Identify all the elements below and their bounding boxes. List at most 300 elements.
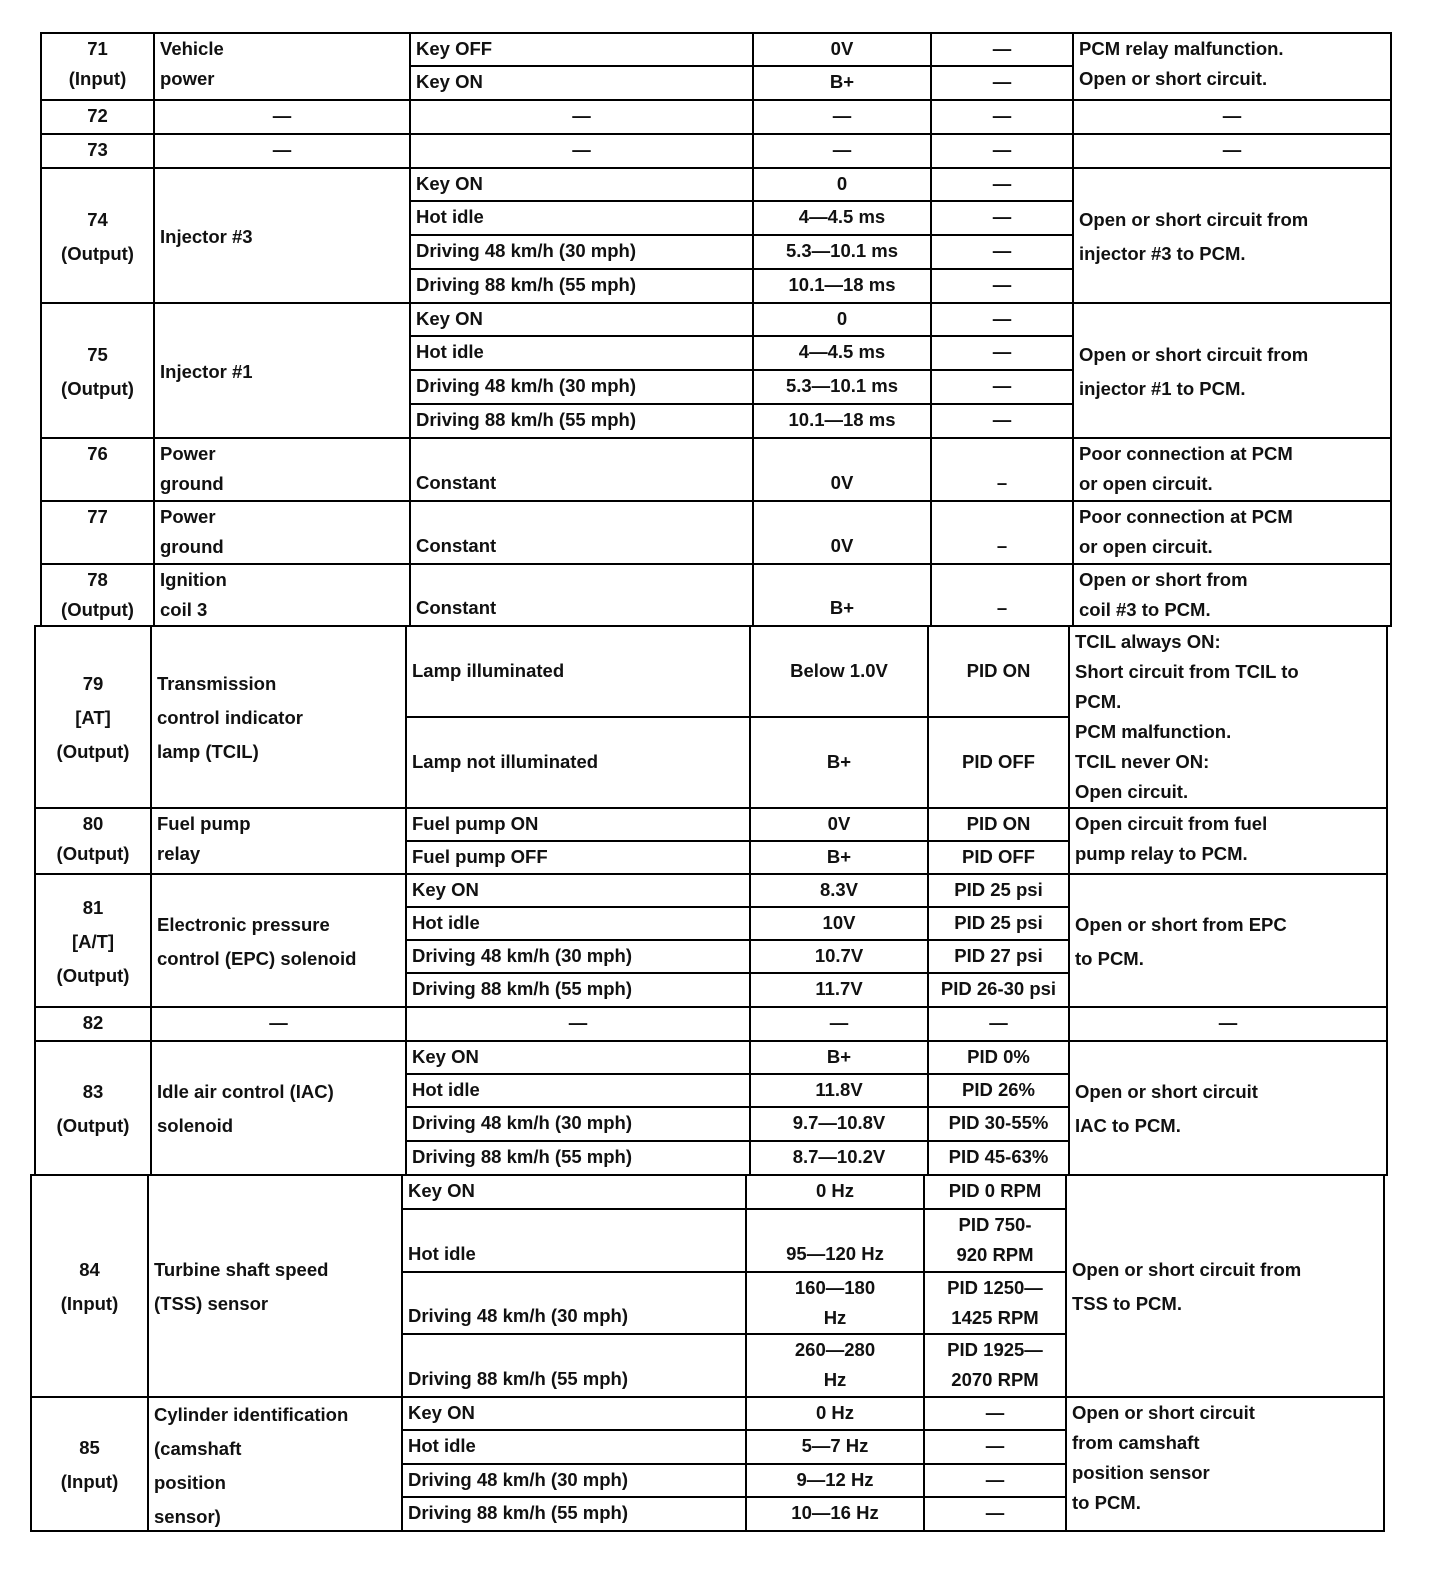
pin-cell-line: (Output) [61, 378, 134, 399]
pin-cell-line: [AT] [75, 707, 111, 728]
voltage-cell-line: 0 [836, 173, 848, 194]
pid-cell [927, 1073, 1070, 1108]
pid-cell-line: 2070 RPM [951, 1369, 1039, 1390]
pid-cell-line: — [992, 71, 1012, 92]
voltage-cell [749, 716, 929, 809]
condition-cell [401, 1208, 747, 1273]
cause-cell-line: Open or short from EPC [1075, 914, 1287, 935]
condition-cell [409, 65, 754, 101]
pin-cell-line: (Input) [60, 1471, 119, 1492]
condition-cell-line: Driving 48 km/h (30 mph) [408, 1469, 628, 1490]
condition-cell-line: — [568, 1012, 588, 1033]
pid-cell-line: — [992, 139, 1012, 160]
cause-cell-line: — [1222, 105, 1242, 126]
pin-cell-line: 74 [87, 209, 108, 230]
pid-cell-line: PID 750- [958, 1214, 1032, 1235]
condition-cell-line: Driving 88 km/h (55 mph) [412, 978, 632, 999]
voltage-cell [749, 1140, 929, 1176]
condition-cell [409, 167, 754, 202]
signal-cell-line: coil 3 [160, 599, 208, 620]
cause-cell [1068, 1040, 1388, 1176]
signal-cell-line: Cylinder identification [154, 1404, 349, 1425]
pid-cell [927, 807, 1070, 842]
cause-cell-line: to PCM. [1072, 1492, 1141, 1513]
signal-cell [153, 133, 411, 169]
pid-cell-line: — [992, 375, 1012, 396]
voltage-cell-line: 5.3—10.1 ms [785, 375, 899, 396]
signal-cell-line: Turbine shaft speed [154, 1259, 329, 1280]
pin-cell [40, 167, 155, 304]
condition-cell [405, 972, 751, 1008]
cause-cell-line: PCM relay malfunction. [1079, 38, 1284, 59]
pin-cell-line: 79 [82, 673, 104, 694]
pin-cell-line: (Input) [60, 1293, 119, 1314]
voltage-cell-line: — [832, 139, 852, 160]
signal-cell-line: — [272, 105, 292, 126]
pid-cell [927, 840, 1070, 875]
voltage-cell [749, 939, 929, 974]
voltage-cell-line: B+ [826, 846, 852, 867]
cause-cell [1072, 302, 1392, 439]
pid-cell-line: PID 25 psi [954, 912, 1043, 933]
cause-cell-line: Open or short circuit from [1072, 1259, 1302, 1280]
condition-cell-line: Key ON [412, 879, 479, 900]
voltage-cell [752, 167, 932, 202]
condition-cell-line: Driving 48 km/h (30 mph) [416, 375, 636, 396]
pid-cell-line: – [996, 472, 1008, 493]
voltage-cell-line: 0V [827, 813, 851, 834]
pin-cell-line: 76 [87, 443, 108, 464]
pid-cell [930, 335, 1074, 371]
condition-cell-line: Hot idle [416, 206, 484, 227]
pid-cell [923, 1271, 1067, 1335]
condition-cell [409, 133, 754, 169]
cause-cell-line: injector #3 to PCM. [1079, 243, 1246, 264]
condition-cell-line: Driving 88 km/h (55 mph) [408, 1368, 628, 1389]
pid-cell-line: PID ON [966, 813, 1031, 834]
condition-cell-line: Hot idle [408, 1435, 476, 1456]
cause-cell-line: Open or short from [1079, 569, 1248, 590]
pin-cell [34, 625, 152, 809]
pid-cell [930, 302, 1074, 337]
voltage-cell-line: 5.3—10.1 ms [785, 240, 899, 261]
voltage-cell [749, 840, 929, 875]
condition-cell [409, 369, 754, 405]
signal-cell-line: Electronic pressure [157, 914, 330, 935]
voltage-cell-line: 10.1—18 ms [788, 409, 896, 430]
cause-cell-line: position sensor [1072, 1462, 1210, 1483]
condition-cell-line: Constant [416, 535, 497, 556]
voltage-cell-line: — [829, 1012, 849, 1033]
condition-cell [409, 200, 754, 236]
signal-cell-line: power [160, 68, 215, 89]
condition-cell-line: Lamp illuminated [412, 660, 565, 681]
pin-cell-line: 82 [82, 1012, 104, 1033]
voltage-cell-line: 4—4.5 ms [798, 341, 886, 362]
cause-cell [1072, 99, 1392, 135]
condition-cell [409, 563, 754, 627]
pid-cell [923, 1429, 1067, 1465]
voltage-cell-line: B+ [829, 71, 855, 92]
pid-cell [930, 369, 1074, 405]
pid-cell [930, 99, 1074, 135]
cause-cell-line: Short circuit from TCIL to [1075, 661, 1299, 682]
signal-cell [150, 625, 407, 809]
voltage-cell [752, 65, 932, 101]
pid-cell [927, 625, 1070, 718]
cause-cell [1068, 1006, 1388, 1042]
voltage-cell-line: 10—16 Hz [791, 1502, 879, 1523]
signal-cell [150, 807, 407, 875]
voltage-cell [749, 1106, 929, 1142]
pid-cell-line: — [992, 240, 1012, 261]
condition-cell [401, 1496, 747, 1532]
cause-cell [1072, 133, 1392, 169]
pid-cell [930, 167, 1074, 202]
voltage-cell [745, 1496, 925, 1532]
condition-cell-line: Key ON [416, 71, 483, 92]
signal-cell-line: position [154, 1472, 226, 1493]
voltage-cell-line: 95—120 Hz [786, 1243, 884, 1264]
signal-cell-line: Power [160, 506, 216, 527]
pin-cell-line: 72 [87, 105, 108, 126]
condition-cell-line: Key OFF [416, 38, 493, 59]
signal-cell-line: lamp (TCIL) [157, 741, 259, 762]
voltage-cell [745, 1429, 925, 1465]
pid-cell-line: — [985, 1502, 1005, 1523]
voltage-cell [752, 99, 932, 135]
condition-cell [409, 234, 754, 270]
voltage-cell-line: 10.7V [814, 945, 864, 966]
signal-cell-line: sensor) [154, 1506, 221, 1527]
voltage-cell [752, 369, 932, 405]
pid-cell [923, 1463, 1067, 1498]
condition-cell [409, 268, 754, 304]
pid-cell [927, 873, 1070, 908]
condition-cell-line: Constant [416, 597, 497, 618]
pin-cell [34, 873, 152, 1008]
voltage-cell-line: Hz [823, 1307, 847, 1328]
condition-cell [405, 840, 751, 875]
condition-cell [405, 873, 751, 908]
pid-cell [923, 1333, 1067, 1398]
voltage-cell [745, 1333, 925, 1398]
pid-cell [930, 32, 1074, 67]
pin-cell-line: 75 [87, 344, 108, 365]
voltage-cell [752, 200, 932, 236]
pid-cell-line: — [992, 206, 1012, 227]
condition-cell-line: Key ON [408, 1180, 475, 1201]
voltage-cell-line: 4—4.5 ms [798, 206, 886, 227]
condition-cell [405, 1140, 751, 1176]
voltage-cell [749, 625, 929, 718]
pid-cell [930, 268, 1074, 304]
voltage-cell-line: 10V [822, 912, 856, 933]
signal-cell [147, 1396, 403, 1532]
pin-cell-line: 83 [82, 1081, 104, 1102]
condition-cell-line: Key ON [412, 1046, 479, 1067]
condition-cell [409, 500, 754, 565]
voltage-cell-line: 10.1—18 ms [788, 274, 896, 295]
cause-cell-line: to PCM. [1075, 948, 1144, 969]
pin-cell [40, 563, 155, 627]
signal-cell-line: Ignition [160, 569, 227, 590]
pid-cell-line: — [985, 1435, 1005, 1456]
pid-cell-line: PID 45-63% [948, 1146, 1049, 1167]
cause-cell-line: Open or short circuit. [1079, 68, 1268, 89]
pin-cell-line: (Output) [56, 965, 130, 986]
condition-cell [409, 32, 754, 67]
cause-cell [1068, 873, 1388, 1008]
pid-cell-line: PID 30-55% [948, 1112, 1049, 1133]
pid-cell [927, 1140, 1070, 1176]
condition-cell [405, 906, 751, 941]
cause-cell-line: pump relay to PCM. [1075, 843, 1248, 864]
cause-cell [1065, 1396, 1385, 1532]
condition-cell-line: Driving 88 km/h (55 mph) [408, 1502, 628, 1523]
signal-cell [153, 99, 411, 135]
signal-cell-line: relay [157, 843, 201, 864]
condition-cell-line: Driving 88 km/h (55 mph) [416, 409, 636, 430]
pin-cell-line: (Output) [61, 243, 134, 264]
pid-cell [930, 65, 1074, 101]
signal-cell [150, 873, 407, 1008]
condition-cell-line: Hot idle [416, 341, 484, 362]
voltage-cell [749, 1040, 929, 1075]
condition-cell-line: Driving 88 km/h (55 mph) [412, 1146, 632, 1167]
pid-cell [930, 133, 1074, 169]
pin-cell-line: 80 [82, 813, 104, 834]
pid-cell [923, 1496, 1067, 1532]
pid-cell [930, 234, 1074, 270]
condition-cell-line: Lamp not illuminated [412, 751, 599, 772]
voltage-cell [752, 302, 932, 337]
voltage-cell-line: 160—180 [794, 1277, 876, 1298]
condition-cell-line: — [572, 139, 591, 160]
condition-cell-line: Key ON [416, 308, 483, 329]
signal-cell-line: Transmission [157, 673, 277, 694]
condition-cell-line: Constant [416, 472, 497, 493]
signal-cell-line: Fuel pump [157, 813, 251, 834]
cause-cell [1072, 167, 1392, 304]
pid-cell-line: PID 0% [967, 1046, 1030, 1067]
pin-cell-line: (Output) [56, 741, 130, 762]
cause-cell [1068, 625, 1388, 809]
pid-cell-line: PID 27 psi [954, 945, 1043, 966]
voltage-cell-line: — [832, 105, 852, 126]
voltage-cell [749, 906, 929, 941]
voltage-cell [749, 1073, 929, 1108]
cause-cell-line: Open or short circuit [1075, 1081, 1258, 1102]
voltage-cell [745, 1174, 925, 1210]
signal-cell-line: — [269, 1012, 288, 1033]
signal-cell-line: Power [160, 443, 216, 464]
cause-cell-line: TSS to PCM. [1072, 1293, 1182, 1314]
condition-cell-line: Driving 48 km/h (30 mph) [412, 945, 632, 966]
voltage-cell [752, 32, 932, 67]
condition-cell [405, 807, 751, 842]
condition-cell-line: Hot idle [412, 1079, 480, 1100]
condition-cell [409, 335, 754, 371]
pid-cell [927, 906, 1070, 941]
condition-cell [409, 403, 754, 439]
condition-cell-line: Key ON [408, 1402, 475, 1423]
condition-cell [405, 939, 751, 974]
cause-cell-line: Poor connection at PCM [1079, 506, 1293, 527]
pid-cell-line: PID 26% [961, 1079, 1035, 1100]
cause-cell-line: — [1222, 139, 1242, 160]
pid-cell [923, 1174, 1067, 1210]
pin-cell [40, 99, 155, 135]
pid-cell-line: 1425 RPM [951, 1307, 1039, 1328]
voltage-cell [745, 1463, 925, 1498]
condition-cell-line: Hot idle [412, 912, 480, 933]
pid-cell-line: PID OFF [962, 751, 1035, 772]
cause-cell [1072, 32, 1392, 101]
voltage-cell [752, 437, 932, 502]
cause-cell-line: Open or short circuit from [1079, 209, 1309, 230]
pid-cell [930, 437, 1074, 502]
pid-cell [927, 1106, 1070, 1142]
condition-cell-line: Key ON [416, 173, 483, 194]
signal-cell-line: Injector #3 [160, 226, 253, 247]
condition-cell-line: Driving 48 km/h (30 mph) [412, 1112, 632, 1133]
signal-cell [147, 1174, 403, 1398]
signal-cell-line: Injector #1 [160, 361, 253, 382]
condition-cell [405, 1040, 751, 1075]
cause-cell-line: Poor connection at PCM [1079, 443, 1293, 464]
voltage-cell [745, 1271, 925, 1335]
signal-cell-line: control indicator [157, 707, 303, 728]
cause-cell-line: Open or short circuit from [1079, 344, 1309, 365]
condition-cell [401, 1271, 747, 1335]
voltage-cell-line: Hz [823, 1369, 847, 1390]
pid-cell-line: — [992, 341, 1012, 362]
pid-cell [927, 939, 1070, 974]
voltage-cell [749, 1006, 929, 1042]
condition-cell [401, 1463, 747, 1498]
voltage-cell [745, 1396, 925, 1431]
signal-cell [153, 167, 411, 304]
pid-cell-line: – [996, 597, 1008, 618]
voltage-cell [752, 500, 932, 565]
condition-cell [409, 302, 754, 337]
pin-cell-line: 85 [79, 1437, 100, 1458]
condition-cell [405, 1106, 751, 1142]
pid-cell [930, 563, 1074, 627]
pin-cell [40, 302, 155, 439]
signal-cell [150, 1006, 407, 1042]
pin-cell-line: 77 [87, 506, 108, 527]
condition-cell [401, 1429, 747, 1465]
voltage-cell-line: 0 Hz [815, 1180, 855, 1201]
cause-cell-line: from camshaft [1072, 1432, 1200, 1453]
voltage-cell-line: 260—280 [794, 1339, 876, 1360]
voltage-cell [752, 403, 932, 439]
voltage-cell [749, 807, 929, 842]
condition-cell-line: — [572, 105, 591, 126]
pid-cell-line: PID 1925— [947, 1339, 1043, 1360]
cause-cell-line: Open circuit from fuel [1075, 813, 1268, 834]
pid-cell [927, 716, 1070, 809]
pin-cell [40, 437, 155, 502]
pid-cell-line: — [989, 1012, 1008, 1033]
pid-cell-line: PID ON [966, 660, 1031, 681]
pid-cell [930, 500, 1074, 565]
pin-cell-line: (Input) [68, 68, 127, 89]
voltage-cell [749, 972, 929, 1008]
voltage-cell-line: B+ [826, 751, 852, 772]
cause-cell-line: Open circuit. [1075, 781, 1189, 802]
pin-cell [30, 1396, 149, 1532]
signal-cell-line: ground [160, 536, 224, 557]
signal-cell-line: control (EPC) solenoid [157, 948, 357, 969]
cause-cell-line: PCM. [1075, 691, 1122, 712]
pin-cell-line: 81 [82, 897, 104, 918]
pid-cell [930, 200, 1074, 236]
voltage-cell [752, 563, 932, 627]
pid-cell-line: PID 25 psi [954, 879, 1043, 900]
condition-cell-line: Hot idle [408, 1243, 476, 1264]
signal-cell [150, 1040, 407, 1176]
cause-cell [1065, 1174, 1385, 1398]
pid-cell [927, 1006, 1070, 1042]
cause-cell [1068, 807, 1388, 875]
condition-cell-line: Fuel pump ON [412, 813, 539, 834]
pid-cell-line: — [992, 409, 1012, 430]
pin-cell [40, 500, 155, 565]
voltage-cell-line: 9.7—10.8V [792, 1112, 886, 1133]
pid-cell-line: — [992, 105, 1012, 126]
condition-cell [405, 1073, 751, 1108]
voltage-cell-line: 0V [830, 38, 854, 59]
voltage-cell-line: 5—7 Hz [801, 1435, 869, 1456]
pin-cell [34, 807, 152, 875]
voltage-cell [752, 133, 932, 169]
condition-cell-line: Driving 48 km/h (30 mph) [416, 240, 636, 261]
cause-cell-line: or open circuit. [1079, 536, 1213, 557]
signal-cell [153, 500, 411, 565]
condition-cell [405, 716, 751, 809]
voltage-cell-line: 11.7V [815, 978, 863, 999]
condition-cell-line: Fuel pump OFF [412, 846, 548, 867]
cause-cell-line: Open or short circuit [1072, 1402, 1255, 1423]
pin-cell-line: 84 [79, 1259, 100, 1280]
voltage-cell [749, 873, 929, 908]
voltage-cell [752, 234, 932, 270]
pid-cell-line: — [992, 308, 1012, 329]
pid-cell-line: – [996, 535, 1008, 556]
signal-cell-line: — [272, 139, 292, 160]
pin-cell-line: 73 [87, 139, 108, 160]
condition-cell [401, 1396, 747, 1431]
pin-cell [30, 1174, 149, 1398]
voltage-cell [752, 268, 932, 304]
condition-cell [409, 99, 754, 135]
pid-cell-line: — [992, 173, 1012, 194]
voltage-cell-line: B+ [829, 597, 855, 618]
pin-cell-line: (Output) [56, 843, 130, 864]
pid-cell [923, 1208, 1067, 1273]
condition-cell [409, 437, 754, 502]
voltage-cell-line: 0 Hz [815, 1402, 855, 1423]
cause-cell-line: TCIL always ON: [1075, 631, 1221, 652]
cause-cell-line: IAC to PCM. [1075, 1115, 1181, 1136]
voltage-cell-line: 8.3V [819, 879, 859, 900]
pid-cell-line: PID 0 RPM [948, 1180, 1042, 1201]
signal-cell [153, 302, 411, 439]
voltage-cell-line: 11.8V [815, 1079, 863, 1100]
